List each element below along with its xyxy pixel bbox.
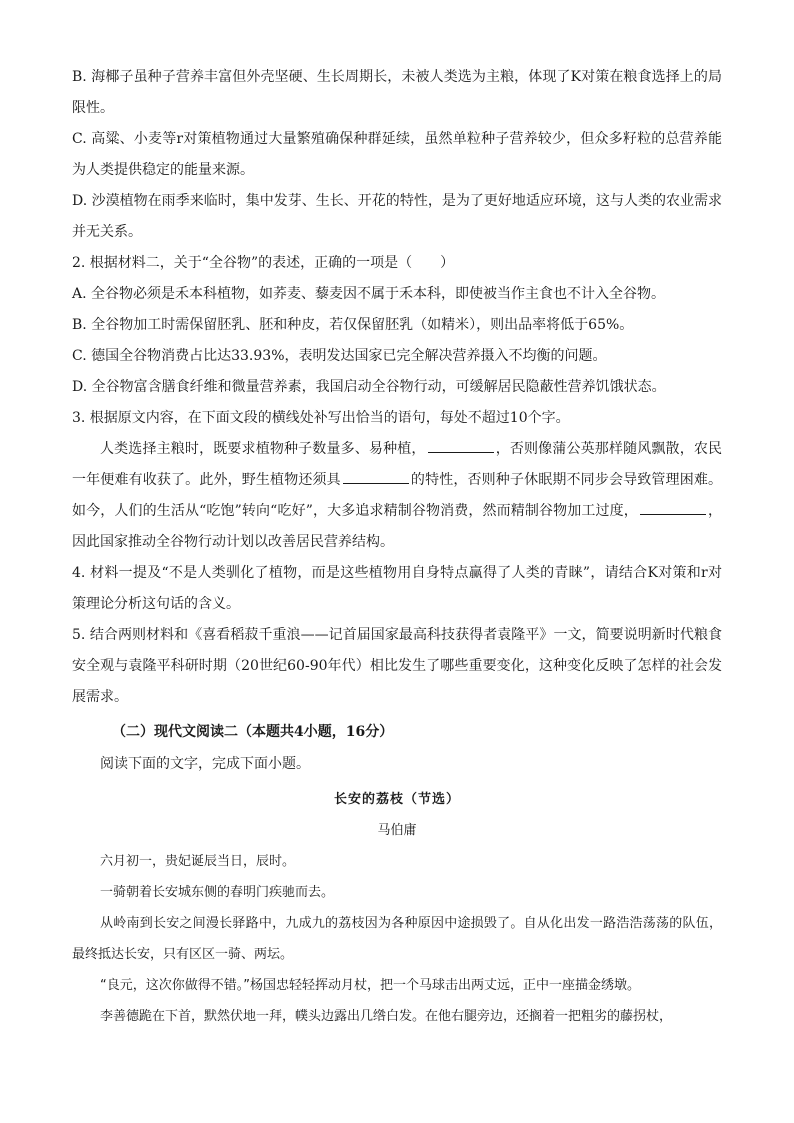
q2-option-b: B. 全谷物加工时需保留胚乳、胚和种皮，若仅保留胚乳（如精米），则出品率将低于65%。 [72,317,634,333]
q2-option-a: A. 全谷物必须是禾本科植物，如荞麦、藜麦因不属于禾本科，即使被当作主食也不计入全谷物。 [72,286,666,302]
story-paragraph: 六月初一，贵妃诞辰当日，辰时。 [100,854,296,869]
question-2-stem: 2. 根据材料二，关于“全谷物”的表述，正确的一项是（ ） [72,255,455,271]
q3-text-4: ，因此国家推动全谷物行动计划以改善居民营养结构。 [72,503,722,550]
question-4: 4. 材料一提及“不是人类驯化了植物，而是这些植物用自身特点赢得了人类的青睐”，请结合K对策和r对策理论分析这句话的含义。 [72,565,722,612]
q2-option-d: D. 全谷物富含膳食纤维和微量营养素，我国启动全谷物行动，可缓解居民隐蔽性营养饥饿状态。 [72,379,666,395]
q3-text-1: 人类选择主粮时，既要求植物种子数量多、易种植， [100,441,426,457]
answer-blank-2 [343,469,409,484]
question-3-stem: 3. 根据原文内容，在下面文段的横线处补写出恰当的语句，每处不超过10个字。 [72,410,570,426]
document-content [72,62,722,1032]
q3-text-2: ，否则像蒲公英那样随风飘散，农民一年便难有收获了。此外，野生植物还须具 [72,441,723,488]
story-paragraph: 从岭南到长安之间漫长驿路中，九成九的荔枝因为各种原因中途损毁了。自从化出发一路浩浩荡荡的队伍，最终抵达长安，只有区区一骑、两坛。 [72,916,722,962]
story-title: 长安的荔枝（节选） [333,792,460,807]
story-paragraph: “良元，这次你做得不错。”杨国忠轻轻挥动月杖，把一个马球击出两丈远，正中一座描金绣墩。 [100,978,640,993]
option-b: B. 海椰子虽种子营养丰富但外壳坚硬、生长周期长，未被人类选为主粮，体现了K对策在粮食选择上的局限性。 [72,69,722,116]
section-instruction: 阅读下面的文字，完成下面小题。 [100,756,310,772]
story-author: 马伯庸 [377,823,417,838]
story-paragraph: 李善德跪在下首，默然伏地一拜，幞头边露出几绺白发。在他右腿旁边，还搁着一把粗劣的藤拐杖， [100,1009,673,1024]
answer-blank-1 [428,438,494,453]
section-heading: （二）现代文阅读二（本题共4小题，16分） [112,724,394,740]
answer-blank-3 [640,500,706,515]
option-c: C. 高粱、小麦等r对策植物通过大量繁殖确保种群延续，虽然单粒种子营养较少，但众多籽粒的总营养能为人类提供稳定的能量来源。 [72,131,722,178]
option-d: D. 沙漠植物在雨季来临时，集中发芽、生长、开花的特性，是为了更好地适应环境，这与人类的农业需求并无关系。 [72,193,722,240]
story-paragraph: 一骑朝着长安城东侧的春明门疾驰而去。 [100,885,335,900]
q3-text-3: 的特性，否则种子休眠期不同步会导致管理困难。如今，人们的生活从“吃饱”转向“吃好”，大多追求精制谷物消费，然而精制谷物加工过度， [72,472,722,519]
question-5: 5. 结合两则材料和《喜看稻菽千重浪——记首届国家最高科技获得者袁隆平》一文，简要说明新时代粮食安全观与袁隆平科研时期（20世纪60-90年代）相比发生了哪些重要变化，这种变化反映了怎样的社会发展需求。 [72,627,722,705]
q3-passage [72,434,722,558]
q2-option-c: C. 德国全谷物消费占比达33.93%，表明发达国家已完全解决营养摄入不均衡的问题。 [72,348,607,364]
